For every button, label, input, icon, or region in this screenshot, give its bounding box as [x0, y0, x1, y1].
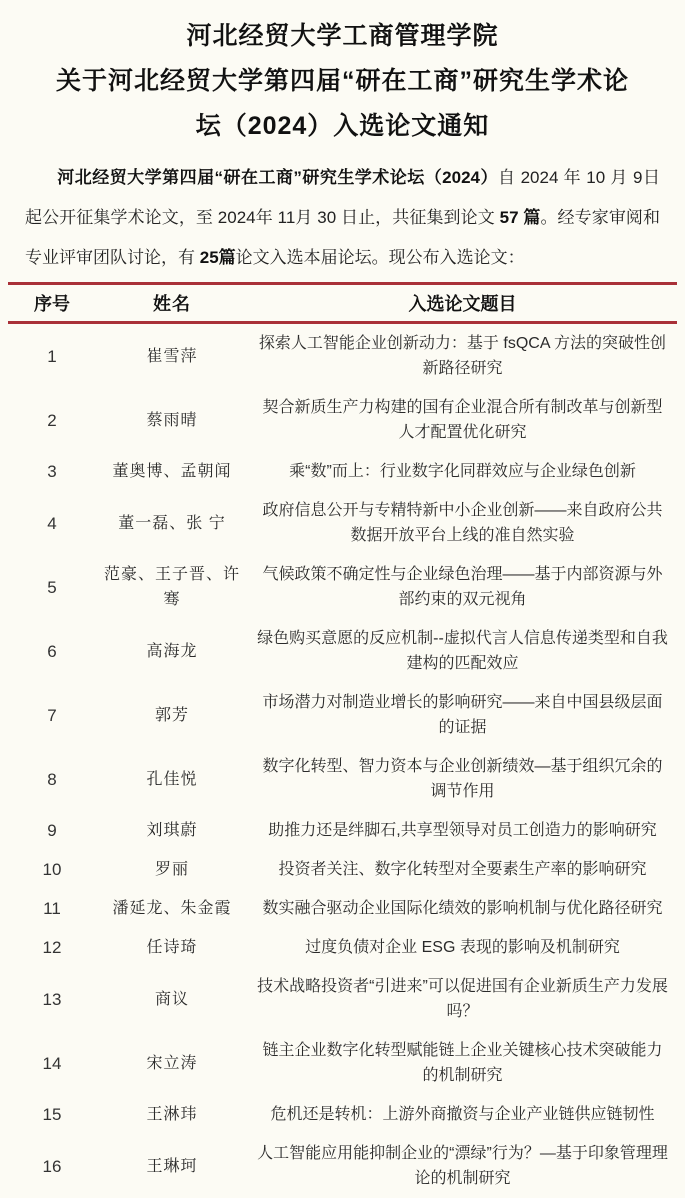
header-name: 姓名	[153, 294, 191, 314]
cell-name: 范豪、王子晋、许骞	[103, 566, 240, 608]
intro-text-3: 论文入选本届论坛。现公布入选论文：	[235, 248, 525, 267]
intro-selected-count: 25篇	[199, 248, 236, 267]
table-row	[8, 555, 677, 619]
cell-no: 14	[42, 1053, 62, 1073]
cell-title: 探索人工智能企业创新动力：基于 fsQCA 方法的突破性创新路径研究	[258, 335, 667, 377]
cell-name: 董一磊、张 宁	[118, 514, 226, 532]
cell-title: 人工智能应用能抑制企业的“漂绿”行为？—基于印象管理理论的机制研究	[257, 1145, 668, 1187]
cell-title: 技术战略投资者“引进来”可以促进国有企业新质生产力发展吗？	[257, 978, 668, 1020]
table-header-row	[8, 282, 677, 324]
cell-title: 数实融合驱动企业国际化绩效的影响机制与优化路径研究	[262, 900, 663, 917]
table-row	[8, 1134, 677, 1198]
cell-no: 10	[42, 860, 62, 879]
cell-no: 6	[47, 641, 57, 661]
cell-no: 5	[47, 577, 57, 597]
selected-papers-table	[8, 282, 677, 1198]
table-row	[8, 324, 677, 388]
cell-name: 王琳珂	[146, 1157, 198, 1175]
cell-name: 宋立涛	[146, 1054, 198, 1072]
cell-no: 4	[47, 513, 57, 533]
intro-text-1: 自 2024 年 10 月 9日起公开征集学术论文，至 2024年 11月 30 日止，共征集到论文	[25, 168, 660, 227]
cell-title: 投资者关注、数字化转型对全要素生产率的影响研究	[278, 861, 647, 878]
cell-name: 商议	[154, 990, 189, 1008]
cell-no: 8	[47, 769, 57, 789]
cell-title: 过度负债对企业 ESG 表现的影响及机制研究	[305, 939, 620, 956]
table-body	[8, 324, 677, 1198]
intro-paragraph	[25, 158, 660, 278]
cell-title: 气候政策不确定性与企业绿色治理——基于内部资源与外部约束的双元视角	[262, 566, 663, 608]
cell-no: 7	[47, 705, 57, 725]
table-row	[8, 1095, 677, 1134]
table-row	[8, 747, 677, 811]
cell-no: 3	[47, 462, 57, 481]
title-line-college: 河北经贸大学工商管理学院	[186, 22, 499, 50]
cell-no: 2	[47, 410, 57, 430]
title-line-notice-2: 坛（2024）入选论文通知	[195, 112, 490, 140]
cell-title: 市场潜力对制造业增长的影响研究——来自中国县级层面的证据	[262, 694, 663, 736]
cell-name: 刘琪蔚	[146, 822, 198, 839]
cell-no: 13	[42, 989, 62, 1009]
cell-name: 潘延龙、朱金霞	[112, 900, 232, 917]
cell-name: 蔡雨晴	[146, 411, 198, 429]
cell-title: 政府信息公开与专精特新中小企业创新——来自政府公共数据开放平台上线的准自然实验	[262, 502, 663, 544]
table-row	[8, 683, 677, 747]
table-row	[8, 889, 677, 928]
cell-name: 王淋玮	[146, 1106, 198, 1123]
cell-name: 崔雪萍	[146, 347, 198, 365]
cell-title: 乘“数”而上：行业数字化同群效应与企业绿色创新	[289, 463, 636, 480]
cell-title: 契合新质生产力构建的国有企业混合所有制改革与创新型人才配置优化研究	[262, 399, 663, 441]
page-title	[36, 14, 649, 149]
cell-name: 董奥博、孟朝闻	[112, 463, 232, 480]
intro-submitted-count: 57 篇	[499, 208, 541, 227]
cell-no: 1	[47, 346, 57, 366]
table-row	[8, 619, 677, 683]
cell-title: 链主企业数字化转型赋能链上企业关键核心技术突破能力的机制研究	[262, 1042, 663, 1084]
intro-text-2: 。经专家审阅和专业评审团队讨论，有	[25, 208, 660, 267]
cell-no: 12	[42, 938, 62, 957]
cell-name: 罗丽	[154, 861, 189, 878]
header-no: 序号	[34, 294, 70, 314]
table-row	[8, 850, 677, 889]
title-line-notice-1: 关于河北经贸大学第四届“研在工商”研究生学术论	[55, 67, 629, 95]
cell-title: 危机还是转机：上游外商撤资与企业产业链供应链韧性	[270, 1106, 655, 1123]
cell-no: 15	[42, 1105, 62, 1124]
cell-title: 绿色购买意愿的反应机制--虚拟代言人信息传递类型和自我建构的匹配效应	[257, 630, 668, 672]
table-row	[8, 452, 677, 491]
cell-name: 郭芳	[154, 706, 189, 724]
cell-name: 孔佳悦	[146, 770, 198, 788]
table-row	[8, 388, 677, 452]
cell-no: 16	[42, 1156, 62, 1176]
cell-title: 数字化转型、智力资本与企业创新绩效—基于组织冗余的调节作用	[262, 758, 663, 800]
cell-no: 11	[43, 899, 61, 918]
header-title: 入选论文题目	[408, 294, 517, 314]
table-row	[8, 967, 677, 1031]
table-row	[8, 928, 677, 967]
table-row	[8, 491, 677, 555]
cell-title: 助推力还是绊脚石,共享型领导对员工创造力的影响研究	[268, 822, 657, 839]
cell-name: 高海龙	[146, 642, 198, 660]
table-row	[8, 811, 677, 850]
intro-forum-name: 河北经贸大学第四届“研在工商”研究生学术论坛（2024）	[57, 168, 498, 187]
cell-name: 任诗琦	[146, 939, 198, 956]
cell-no: 9	[47, 821, 57, 840]
